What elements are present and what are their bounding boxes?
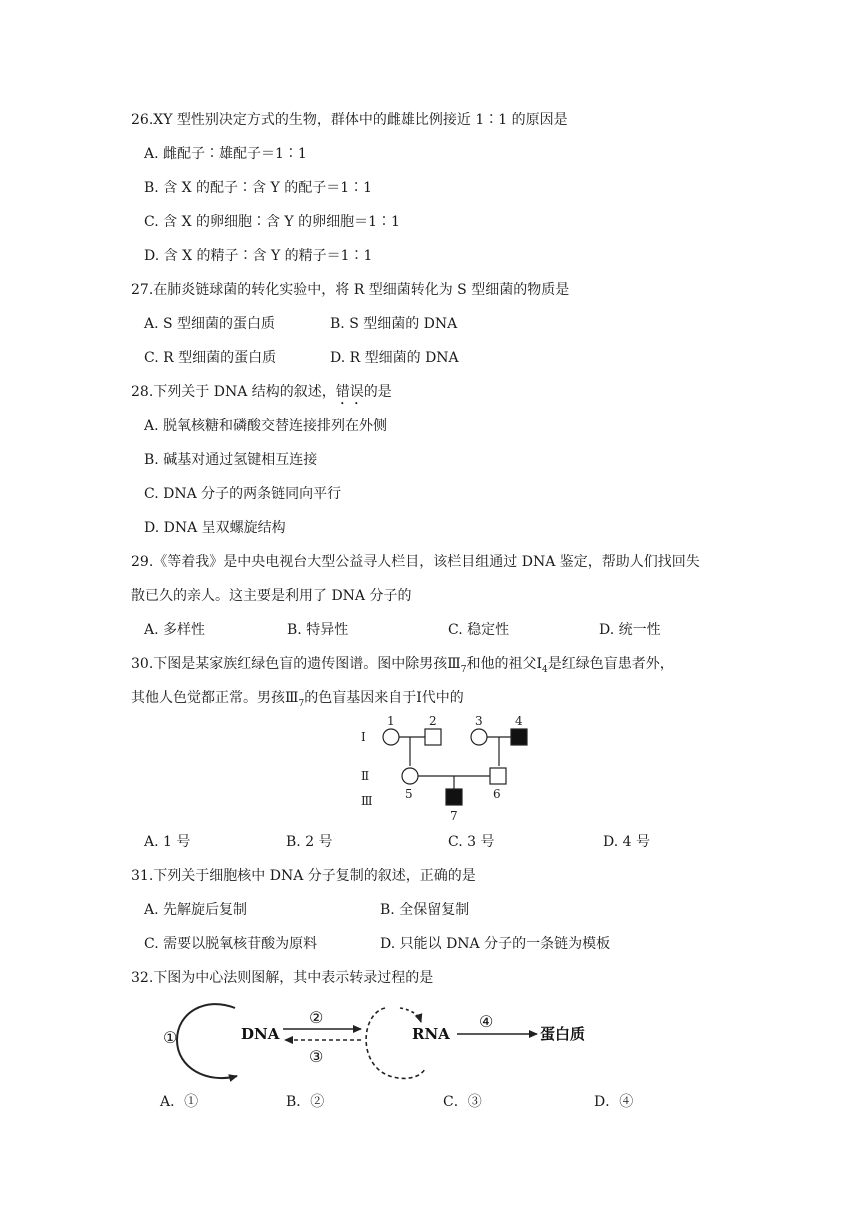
q30-line1-text-c: 是红绿色盲患者外， [547,656,674,672]
individual-id: 5 [405,787,413,801]
q28-emphasis-word: 错误 [335,384,364,400]
q28-option-d: D. DNA 呈双螺旋结构 [144,520,286,536]
q32-option-d: D．④ [594,1094,634,1110]
male-unaffected-symbol [425,729,441,745]
dna-label: DNA [241,1025,280,1043]
male-affected-symbol [446,789,462,805]
q30-line1-text-a: 30.下图是某家族红绿色盲的遗传图谱。图中除男孩Ⅲ [131,656,461,672]
q26-option-a: A. 雌配子∶雄配子＝1∶1 [144,146,307,162]
question-29-line2: 散已久的亲人。这主要是利用了 DNA 分子的 [131,588,412,604]
generation-label: Ⅰ [361,730,366,744]
question-30-line1 [131,654,674,674]
q27-option-a: A. S 型细菌的蛋白质 [144,316,276,332]
q28-option-a: A. 脱氧核糖和磷酸交替连接排列在外侧 [144,418,388,434]
question-29-line1: 29.《等着我》是中央电视台大型公益寻人栏目，该栏目组通过 DNA 鉴定，帮助人们找回失 [131,554,700,570]
individual-id: 7 [450,809,458,823]
q30-line1-text-b: 和他的祖父Ⅰ [466,656,543,672]
individual-id: 4 [515,714,523,728]
individual-id: 3 [475,714,483,728]
q29-option-a: A. 多样性 [144,622,206,638]
q29-option-b: B. 特异性 [287,622,349,638]
q28-stem-part3: 的是 [363,384,392,400]
q31-option-a: A. 先解旋后复制 [144,902,248,918]
question-32-stem: 32.下图为中心法则图解，其中表示转录过程的是 [131,970,434,986]
q28-stem-part1: 28.下列关于 DNA 结构的叙述， [131,384,336,400]
q31-option-b: B. 全保留复制 [380,902,470,918]
individual-id: 2 [429,714,437,728]
individual-id: 6 [493,787,501,801]
q28-option-c: C. DNA 分子的两条链同向平行 [144,486,342,502]
female-unaffected-symbol [383,729,399,745]
central-dogma-diagram [155,998,605,1086]
q31-option-c: C. 需要以脱氧核苷酸为原料 [144,936,318,952]
step-number: ③ [309,1047,324,1066]
male-affected-symbol [511,729,527,745]
q30-line2-text-b: 的色盲基因来自于Ⅰ代中的 [304,690,464,706]
q27-option-b: B. S 型细菌的 DNA [330,316,458,332]
q30-subscript: 4 [542,664,548,675]
step-number: ④ [479,1012,494,1031]
q30-option-c: C. 3 号 [448,834,495,850]
q32-option-a: A．① [160,1094,199,1110]
q30-subscript: 7 [460,664,467,675]
question-26-stem: 26.XY 型性别决定方式的生物，群体中的雌雄比例接近 1∶1 的原因是 [131,112,568,128]
question-27-stem: 27.在肺炎链球菌的转化实验中，将 R 型细菌转化为 S 型细菌的物质是 [131,282,570,298]
q30-option-a: A. 1 号 [144,834,191,850]
individual-id: 1 [387,714,395,728]
protein-label: 蛋白质 [540,1025,586,1043]
q31-option-d: D. 只能以 DNA 分子的一条链为模板 [380,936,611,952]
q32-option-b: B．② [286,1094,325,1110]
female-unaffected-symbol [402,768,418,784]
q26-option-d: D. 含 X 的精子∶含 Y 的精子＝1∶1 [144,248,373,264]
female-unaffected-symbol [471,729,487,745]
question-31-stem: 31.下列关于细胞核中 DNA 分子复制的叙述，正确的是 [131,868,476,884]
q27-option-d: D. R 型细菌的 DNA [330,350,459,366]
step-number: ① [163,1028,178,1047]
q32-option-c: C．③ [443,1094,482,1110]
step-number: ② [309,1008,324,1027]
replication-arrow [177,1004,237,1078]
q27-option-c: C. R 型细菌的蛋白质 [144,350,277,366]
q26-option-b: B. 含 X 的配子∶含 Y 的配子＝1∶1 [144,180,373,196]
q30-line2-text-a: 其他人色觉都正常。男孩Ⅲ [131,690,299,706]
q29-option-d: D. 统一性 [599,622,661,638]
q30-subscript: 7 [298,698,305,709]
generation-label: Ⅲ [361,794,373,808]
q29-option-c: C. 稳定性 [448,622,510,638]
q30-option-b: B. 2 号 [286,834,333,850]
q26-option-c: C. 含 X 的卵细胞∶含 Y 的卵细胞＝1∶1 [144,214,400,230]
pedigree-chart [355,708,545,826]
q28-option-b: B. 碱基对通过氢键相互连接 [144,452,318,468]
rna-replication-arrowhead [400,1008,421,1022]
rna-replication-arrow [366,1008,425,1078]
rna-label: RNA [412,1025,450,1043]
male-unaffected-symbol [490,768,506,784]
question-28-stem [131,382,392,408]
q30-option-d: D. 4 号 [603,834,650,850]
generation-label: Ⅱ [361,769,370,783]
question-30-line2 [131,688,464,708]
